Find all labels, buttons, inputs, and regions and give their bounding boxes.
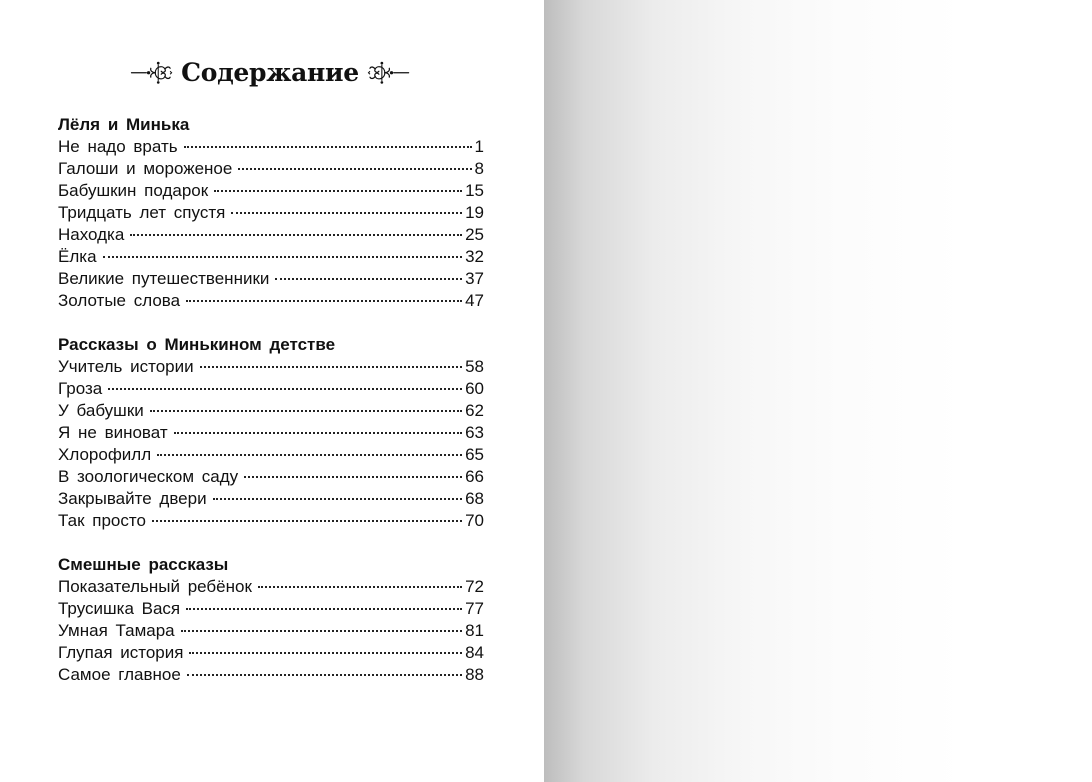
dot-leader xyxy=(174,432,462,434)
toc-entry xyxy=(58,510,484,532)
dot-leader xyxy=(130,234,462,236)
dot-leader xyxy=(231,212,462,214)
dot-leader xyxy=(150,410,462,412)
entry-page-number: 70 xyxy=(465,511,484,530)
entry-title: У бабушки xyxy=(58,401,144,420)
entry-page-number: 19 xyxy=(465,203,484,222)
entry-page-number: 88 xyxy=(465,665,484,684)
entry-title: Умная Тамара xyxy=(58,621,175,640)
entry-page-number: 81 xyxy=(465,621,484,640)
entry-page-number: 37 xyxy=(465,269,484,288)
toc-section xyxy=(58,554,484,686)
entry-title: Я не виноват xyxy=(58,423,168,442)
dot-leader xyxy=(214,190,462,192)
entry-title: Не надо врать xyxy=(58,137,178,156)
entry-title: В зоологическом саду xyxy=(58,467,239,486)
table-of-contents xyxy=(58,114,484,708)
dot-leader xyxy=(184,146,472,148)
dot-leader xyxy=(238,168,471,170)
entry-page-number: 68 xyxy=(465,489,484,508)
entry-title: Трусишка Вася xyxy=(58,599,181,618)
dot-leader xyxy=(275,278,462,280)
entry-page-number: 32 xyxy=(465,247,484,266)
toc-entry xyxy=(58,664,484,686)
entry-page-number: 25 xyxy=(465,225,484,244)
toc-entry xyxy=(58,224,484,246)
entry-page-number: 63 xyxy=(465,423,484,442)
entry-page-number: 72 xyxy=(465,577,484,596)
section-title: Лёля и Минька xyxy=(58,115,190,134)
dot-leader xyxy=(108,388,462,390)
entry-title: Галоши и мороженое xyxy=(58,159,233,178)
entry-page-number: 84 xyxy=(465,643,484,662)
toc-entry xyxy=(58,620,484,642)
left-page xyxy=(0,0,544,782)
entry-page-number: 15 xyxy=(465,181,484,200)
dot-leader xyxy=(152,520,462,522)
toc-entry xyxy=(58,180,484,202)
entry-page-number: 77 xyxy=(465,599,484,618)
section-title: Смешные рассказы xyxy=(58,555,229,574)
entry-title: Хлорофилл xyxy=(58,445,152,464)
entry-page-number: 47 xyxy=(465,291,484,310)
entry-page-number: 58 xyxy=(465,357,484,376)
dot-leader xyxy=(187,674,462,676)
entry-title: Находка xyxy=(58,225,125,244)
toc-section xyxy=(58,114,484,312)
toc-entry xyxy=(58,356,484,378)
toc-entry xyxy=(58,246,484,268)
toc-entry xyxy=(58,136,484,158)
dot-leader xyxy=(258,586,462,588)
dot-leader xyxy=(181,630,462,632)
toc-entry xyxy=(58,422,484,444)
flourish-left-icon xyxy=(130,52,173,92)
title-block xyxy=(130,50,410,94)
dot-leader xyxy=(103,256,463,258)
dot-leader xyxy=(213,498,463,500)
toc-entry xyxy=(58,642,484,664)
entry-title: Тридцать лет спустя xyxy=(58,203,226,222)
entry-page-number: 66 xyxy=(465,467,484,486)
dot-leader xyxy=(186,300,462,302)
entry-title: Золотые слова xyxy=(58,291,181,310)
entry-page-number: 65 xyxy=(465,445,484,464)
toc-entry xyxy=(58,598,484,620)
toc-entry xyxy=(58,400,484,422)
page-title: Содержание xyxy=(181,57,359,87)
toc-entry xyxy=(58,268,484,290)
flourish-right-icon xyxy=(367,52,410,92)
toc-entry xyxy=(58,466,484,488)
entry-title: Бабушкин подарок xyxy=(58,181,209,200)
entry-title: Закрывайте двери xyxy=(58,489,207,508)
toc-entry xyxy=(58,290,484,312)
entry-title: Показательный ребёнок xyxy=(58,577,252,596)
dot-leader xyxy=(157,454,462,456)
toc-entry xyxy=(58,378,484,400)
toc-entry xyxy=(58,202,484,224)
entry-title: Ёлка xyxy=(58,247,97,266)
entry-page-number: 62 xyxy=(465,401,484,420)
entry-title: Великие путешественники xyxy=(58,269,270,288)
dot-leader xyxy=(186,608,462,610)
entry-title: Глупая история xyxy=(58,643,184,662)
entry-title: Учитель истории xyxy=(58,357,194,376)
toc-entry xyxy=(58,576,484,598)
entry-title: Так просто xyxy=(58,511,146,530)
section-title: Рассказы о Минькином детстве xyxy=(58,335,336,354)
entry-page-number: 8 xyxy=(474,159,484,178)
toc-entry xyxy=(58,444,484,466)
toc-section xyxy=(58,334,484,532)
toc-entry xyxy=(58,158,484,180)
entry-page-number: 1 xyxy=(474,137,484,156)
entry-title: Гроза xyxy=(58,379,103,398)
dot-leader xyxy=(244,476,462,478)
right-page-blank xyxy=(544,0,1092,782)
entry-title: Самое главное xyxy=(58,665,181,684)
toc-entry xyxy=(58,488,484,510)
entry-page-number: 60 xyxy=(465,379,484,398)
dot-leader xyxy=(189,652,462,654)
dot-leader xyxy=(200,366,462,368)
